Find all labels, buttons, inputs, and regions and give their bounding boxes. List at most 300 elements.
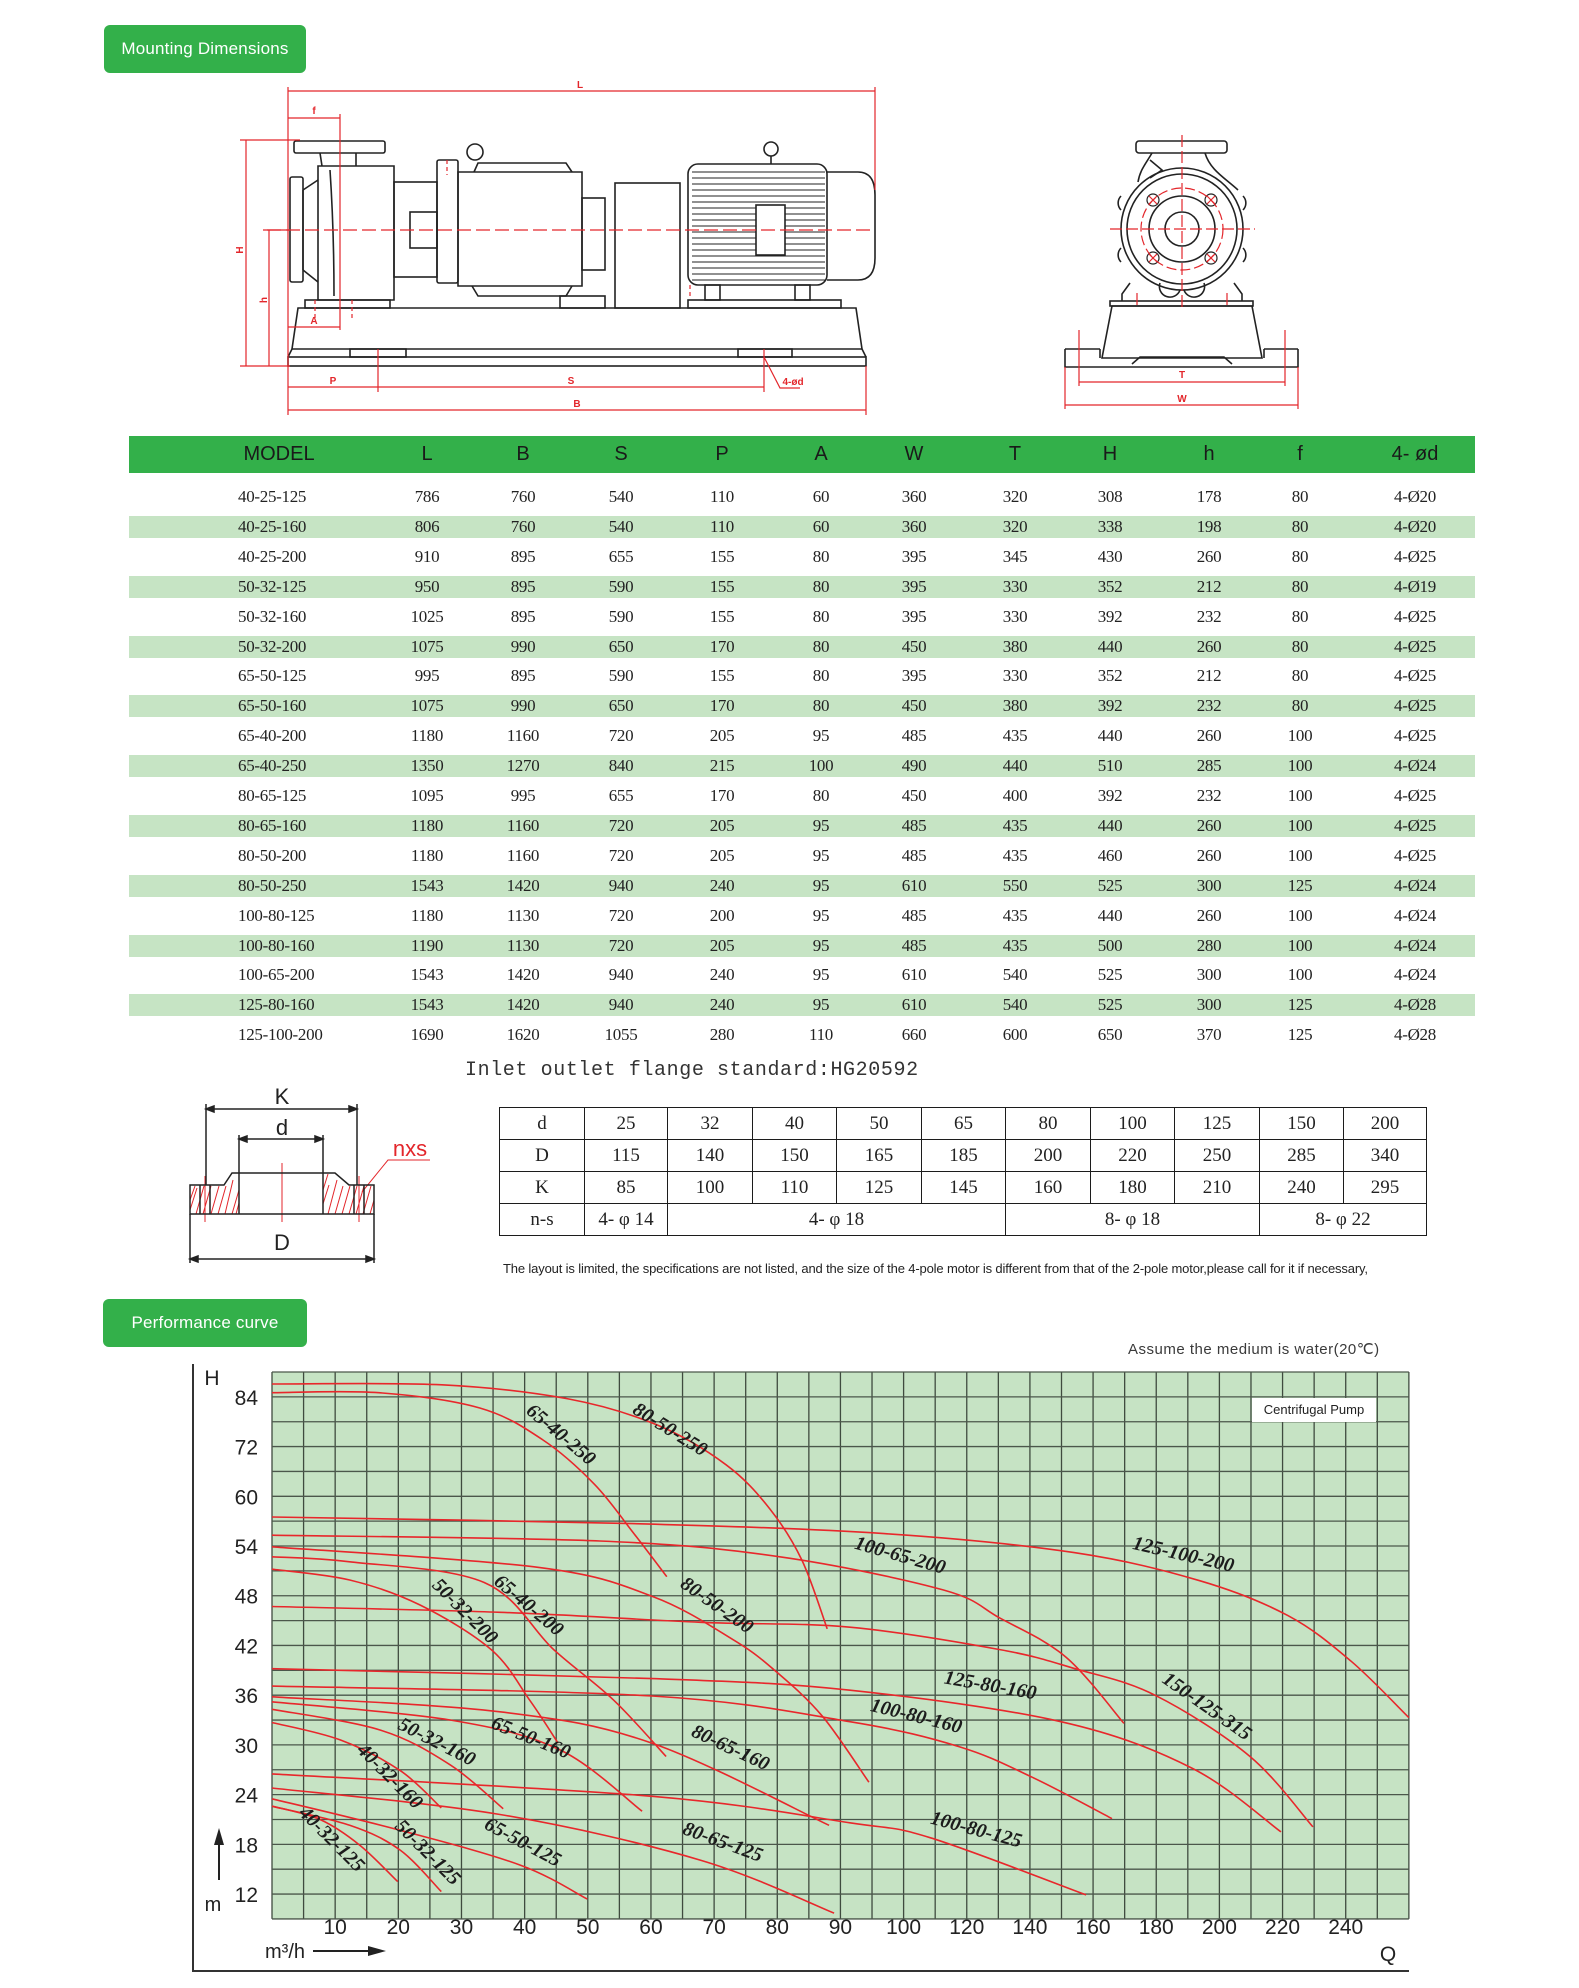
value-cell: 1543 xyxy=(410,995,444,1015)
value-cell: 4-Ø25 xyxy=(1394,546,1436,566)
curve-label: 40-32-125 xyxy=(294,1801,369,1877)
dimensions-table xyxy=(129,436,1475,1056)
value-cell: 1620 xyxy=(506,1025,540,1045)
y-axis-arrowhead xyxy=(214,1828,224,1845)
y-axis-label: H xyxy=(204,1367,220,1390)
flange-cell: 32 xyxy=(668,1108,753,1140)
flange-cell: 25 xyxy=(585,1108,668,1140)
model-cell: 65-40-250 xyxy=(238,756,307,776)
x-axis-arrowhead xyxy=(368,1946,386,1956)
flange-cell: 240 xyxy=(1260,1172,1344,1204)
chart-grid xyxy=(272,1372,1409,1919)
flange-cell: 150 xyxy=(753,1140,837,1172)
value-cell: 510 xyxy=(1097,756,1123,776)
value-cell: 720 xyxy=(608,905,634,925)
value-cell: 440 xyxy=(1097,905,1123,925)
column-header: P xyxy=(715,443,729,465)
value-cell: 395 xyxy=(901,546,927,566)
value-cell: 1190 xyxy=(410,935,444,955)
value-cell: 440 xyxy=(1097,815,1123,835)
value-cell: 1543 xyxy=(410,965,444,985)
flange-row xyxy=(500,1108,1427,1140)
flange-row-label: d xyxy=(500,1108,585,1140)
dimensions-table-header xyxy=(129,436,1475,473)
flange-cell: 100 xyxy=(1091,1108,1175,1140)
column-header: H xyxy=(1102,443,1118,465)
value-cell: 650 xyxy=(608,696,634,716)
model-cell: 100-80-125 xyxy=(238,905,315,925)
table-row xyxy=(129,964,1475,986)
value-cell: 1160 xyxy=(506,845,540,865)
value-cell: 550 xyxy=(1002,875,1028,895)
value-cell: 260 xyxy=(1196,815,1222,835)
column-header: 4- ød xyxy=(1391,443,1439,465)
value-cell: 590 xyxy=(608,666,634,686)
x-tick-label: 80 xyxy=(765,1916,789,1939)
value-cell: 320 xyxy=(1002,487,1028,506)
value-cell: 80 xyxy=(1291,636,1309,656)
value-cell: 895 xyxy=(510,606,536,626)
value-cell: 895 xyxy=(510,666,536,686)
value-cell: 610 xyxy=(901,875,927,895)
value-cell: 110 xyxy=(809,1025,833,1045)
curve-label: 125-80-160 xyxy=(942,1666,1039,1705)
value-cell: 485 xyxy=(901,726,927,746)
value-cell: 155 xyxy=(709,546,735,566)
curve-label: 50-32-200 xyxy=(427,1574,503,1649)
x-tick-label: 200 xyxy=(1201,1916,1237,1939)
value-cell: 430 xyxy=(1097,546,1123,566)
value-cell: 100 xyxy=(1287,786,1313,805)
value-cell: 95 xyxy=(812,845,830,865)
value-cell: 1180 xyxy=(410,815,444,835)
value-cell: 610 xyxy=(901,995,927,1015)
flange-cell: 125 xyxy=(1175,1108,1260,1140)
y-tick-label: 18 xyxy=(234,1834,258,1858)
model-cell: 40-25-125 xyxy=(238,487,307,506)
flange-cell: 165 xyxy=(837,1140,922,1172)
y-tick-label: 48 xyxy=(234,1585,258,1609)
dim-label-L: L xyxy=(576,80,584,91)
flange-cell: 65 xyxy=(922,1108,1006,1140)
model-cell: 40-25-160 xyxy=(238,516,307,536)
column-header: W xyxy=(904,443,924,465)
value-cell: 940 xyxy=(608,965,634,985)
value-cell: 440 xyxy=(1002,756,1028,776)
value-cell: 525 xyxy=(1097,875,1123,895)
column-header: A xyxy=(814,443,828,465)
value-cell: 300 xyxy=(1196,875,1222,895)
value-cell: 4-Ø24 xyxy=(1394,965,1436,985)
flange-cell: 80 xyxy=(1006,1108,1091,1140)
table-row xyxy=(129,1024,1475,1046)
flange-standard-title: Inlet outlet flange standard:HG20592 xyxy=(465,1059,919,1082)
dim-label-h: h xyxy=(259,296,270,304)
value-cell: 330 xyxy=(1002,576,1028,596)
value-cell: 80 xyxy=(1291,546,1309,566)
value-cell: 155 xyxy=(709,606,735,626)
curve-label: 125-100-200 xyxy=(1130,1532,1237,1577)
value-cell: 380 xyxy=(1002,636,1028,656)
x-axis-unit: m³/h xyxy=(265,1941,305,1963)
value-cell: 125 xyxy=(1287,875,1313,895)
value-cell: 345 xyxy=(1002,546,1028,566)
value-cell: 80 xyxy=(812,666,830,686)
value-cell: 100 xyxy=(1287,815,1313,835)
value-cell: 170 xyxy=(709,636,735,656)
flange-cell: 145 xyxy=(922,1172,1006,1204)
value-cell: 280 xyxy=(709,1025,735,1045)
model-cell: 80-65-160 xyxy=(238,815,307,835)
value-cell: 940 xyxy=(608,875,634,895)
value-cell: 440 xyxy=(1097,726,1123,746)
value-cell: 80 xyxy=(1291,666,1309,686)
value-cell: 395 xyxy=(901,606,927,626)
value-cell: 260 xyxy=(1196,905,1222,925)
value-cell: 4-Ø20 xyxy=(1394,487,1436,506)
value-cell: 100 xyxy=(1287,845,1313,865)
value-cell: 950 xyxy=(414,576,440,596)
medium-note: Assume the medium is water(20℃) xyxy=(1128,1341,1380,1358)
value-cell: 95 xyxy=(812,726,830,746)
chart-y-tick-labels xyxy=(235,1387,259,1907)
value-cell: 650 xyxy=(1097,1025,1123,1045)
value-cell: 4-Ø25 xyxy=(1394,786,1436,805)
dim-label-f: f xyxy=(312,106,316,117)
value-cell: 720 xyxy=(608,815,634,835)
column-header: f xyxy=(1297,443,1303,465)
dim-label-S: S xyxy=(567,376,575,387)
flange-cell: 185 xyxy=(922,1140,1006,1172)
value-cell: 4-Ø24 xyxy=(1394,905,1436,925)
value-cell: 60 xyxy=(812,516,830,536)
value-cell: 440 xyxy=(1097,636,1123,656)
value-cell: 205 xyxy=(709,726,735,746)
value-cell: 125 xyxy=(1287,1025,1313,1045)
table-row xyxy=(129,576,1475,598)
flange-label-d: d xyxy=(275,1115,289,1140)
value-cell: 435 xyxy=(1002,935,1028,955)
value-cell: 4-Ø25 xyxy=(1394,636,1436,656)
value-cell: 1160 xyxy=(506,726,540,746)
column-header: MODEL xyxy=(243,443,315,465)
value-cell: 155 xyxy=(709,666,735,686)
flange-ns-cell: 4- φ 18 xyxy=(668,1204,1006,1236)
flange-cell: 200 xyxy=(1006,1140,1091,1172)
x-tick-label: 90 xyxy=(828,1916,853,1939)
dim-label-H: H xyxy=(235,246,246,254)
value-cell: 395 xyxy=(901,666,927,686)
flange-label-nxs: nxs xyxy=(392,1136,428,1161)
curve-label: 100-65-200 xyxy=(852,1532,949,1579)
value-cell: 300 xyxy=(1196,965,1222,985)
value-cell: 352 xyxy=(1097,666,1123,686)
model-cell: 50-32-200 xyxy=(238,636,307,656)
value-cell: 4-Ø25 xyxy=(1394,815,1436,835)
table-row xyxy=(129,755,1475,777)
value-cell: 170 xyxy=(709,696,735,716)
value-cell: 1075 xyxy=(410,636,444,656)
flange-row-label: D xyxy=(500,1140,585,1172)
model-cell: 125-100-200 xyxy=(238,1025,323,1045)
value-cell: 490 xyxy=(901,756,927,776)
value-cell: 200 xyxy=(709,905,735,925)
value-cell: 590 xyxy=(608,606,634,626)
value-cell: 4-Ø19 xyxy=(1394,576,1436,596)
value-cell: 60 xyxy=(812,487,830,506)
value-cell: 95 xyxy=(812,815,830,835)
table-row xyxy=(129,815,1475,837)
flange-cell: 100 xyxy=(668,1172,753,1204)
chart-legend-box: Centrifugal Pump xyxy=(1252,1398,1376,1422)
value-cell: 435 xyxy=(1002,905,1028,925)
value-cell: 525 xyxy=(1097,995,1123,1015)
flange-row xyxy=(500,1140,1427,1172)
table-row xyxy=(129,486,1475,508)
value-cell: 80 xyxy=(1291,606,1309,626)
value-cell: 212 xyxy=(1196,666,1222,686)
value-cell: 400 xyxy=(1002,786,1028,805)
dim-label-holes: 4-ød xyxy=(782,377,804,388)
value-cell: 1130 xyxy=(506,935,540,955)
value-cell: 1095 xyxy=(410,786,444,805)
curve-label: 100-80-160 xyxy=(868,1694,965,1739)
value-cell: 1420 xyxy=(506,995,540,1015)
value-cell: 895 xyxy=(510,576,536,596)
value-cell: 232 xyxy=(1196,696,1222,716)
flange-cell: 200 xyxy=(1344,1108,1427,1140)
value-cell: 895 xyxy=(510,546,536,566)
value-cell: 100 xyxy=(808,756,834,776)
value-cell: 240 xyxy=(709,875,735,895)
pump-side-view-labels xyxy=(235,80,804,410)
table-row xyxy=(129,665,1475,687)
x-tick-label: 20 xyxy=(386,1916,410,1939)
value-cell: 80 xyxy=(1291,576,1309,596)
curve-label: 80-65-125 xyxy=(679,1817,766,1867)
flange-cell: 210 xyxy=(1175,1172,1260,1204)
x-tick-label: 30 xyxy=(449,1916,474,1939)
value-cell: 155 xyxy=(709,576,735,596)
value-cell: 990 xyxy=(510,696,536,716)
model-cell: 65-50-125 xyxy=(238,666,307,686)
value-cell: 1075 xyxy=(410,696,444,716)
value-cell: 392 xyxy=(1097,786,1123,805)
performance-curve-title: Performance curve xyxy=(131,1313,279,1332)
value-cell: 760 xyxy=(510,516,536,536)
value-cell: 260 xyxy=(1196,546,1222,566)
flange-row xyxy=(500,1172,1427,1204)
value-cell: 392 xyxy=(1097,696,1123,716)
y-tick-label: 12 xyxy=(234,1884,258,1908)
value-cell: 320 xyxy=(1002,516,1028,536)
value-cell: 1130 xyxy=(506,905,540,925)
x-tick-label: 120 xyxy=(949,1916,985,1939)
x-tick-label: 50 xyxy=(576,1916,600,1939)
column-header: S xyxy=(614,443,628,465)
value-cell: 95 xyxy=(812,995,830,1015)
curve-label: 65-50-125 xyxy=(480,1812,565,1872)
dim-label-W: W xyxy=(1177,394,1187,405)
y-tick-label: 30 xyxy=(234,1734,258,1758)
flange-cell: 180 xyxy=(1091,1172,1175,1204)
value-cell: 95 xyxy=(812,875,830,895)
value-cell: 450 xyxy=(901,786,927,805)
value-cell: 360 xyxy=(901,516,927,536)
value-cell: 4-Ø20 xyxy=(1394,516,1436,536)
value-cell: 205 xyxy=(709,815,735,835)
curve-label: 50-32-125 xyxy=(390,1815,465,1890)
flange-ns-cell: 8- φ 18 xyxy=(1006,1204,1260,1236)
value-cell: 95 xyxy=(812,905,830,925)
value-cell: 1690 xyxy=(410,1025,444,1045)
value-cell: 212 xyxy=(1196,576,1222,596)
flange-cell: 150 xyxy=(1260,1108,1344,1140)
value-cell: 95 xyxy=(812,935,830,955)
footnote: The layout is limited, the specifications are not listed, and the size of the 4-pole motor is different from that of the 2-pole motor,please call for it if necessary, xyxy=(503,1261,1368,1276)
value-cell: 1543 xyxy=(410,875,444,895)
value-cell: 940 xyxy=(608,995,634,1015)
table-row xyxy=(129,516,1475,538)
x-tick-label: 180 xyxy=(1138,1916,1174,1939)
y-tick-label: 54 xyxy=(234,1536,258,1560)
value-cell: 280 xyxy=(1196,935,1222,955)
value-cell: 240 xyxy=(709,995,735,1015)
value-cell: 4-Ø25 xyxy=(1394,666,1436,686)
value-cell: 540 xyxy=(608,516,634,536)
performance-chart xyxy=(193,1364,1409,1971)
pump-front-view-labels xyxy=(1177,370,1187,405)
y-tick-label: 24 xyxy=(234,1784,258,1808)
curve-label: 80-50-200 xyxy=(676,1572,758,1639)
value-cell: 655 xyxy=(608,786,634,805)
value-cell: 125 xyxy=(1287,995,1313,1015)
value-cell: 80 xyxy=(812,636,830,656)
curve-label: 80-65-160 xyxy=(688,1720,773,1776)
value-cell: 260 xyxy=(1196,636,1222,656)
table-row xyxy=(129,695,1475,717)
value-cell: 485 xyxy=(901,815,927,835)
pump-side-view-drawing xyxy=(288,141,875,366)
value-cell: 80 xyxy=(812,786,830,805)
table-row xyxy=(129,785,1475,807)
value-cell: 540 xyxy=(608,487,634,506)
y-tick-label: 72 xyxy=(234,1436,258,1460)
value-cell: 610 xyxy=(901,965,927,985)
value-cell: 80 xyxy=(1291,696,1309,716)
value-cell: 4-Ø25 xyxy=(1394,696,1436,716)
value-cell: 110 xyxy=(710,516,734,536)
value-cell: 360 xyxy=(901,487,927,506)
value-cell: 1025 xyxy=(410,606,444,626)
flange-drawing xyxy=(190,1104,430,1263)
value-cell: 215 xyxy=(709,756,735,776)
dim-label-P: P xyxy=(329,376,337,387)
flange-ns-cell: 8- φ 22 xyxy=(1260,1204,1427,1236)
value-cell: 485 xyxy=(901,935,927,955)
x-tick-label: 160 xyxy=(1075,1916,1111,1939)
value-cell: 435 xyxy=(1002,726,1028,746)
value-cell: 80 xyxy=(812,696,830,716)
x-tick-label: 40 xyxy=(512,1916,537,1939)
value-cell: 100 xyxy=(1287,935,1313,955)
value-cell: 4-Ø25 xyxy=(1394,726,1436,746)
column-header: T xyxy=(1008,443,1022,465)
value-cell: 590 xyxy=(608,576,634,596)
y-tick-label: 42 xyxy=(234,1635,258,1659)
value-cell: 4-Ø28 xyxy=(1394,995,1436,1015)
value-cell: 80 xyxy=(1291,516,1309,536)
value-cell: 1270 xyxy=(506,756,540,776)
x-tick-label: 70 xyxy=(702,1916,726,1939)
value-cell: 460 xyxy=(1097,845,1123,865)
value-cell: 370 xyxy=(1196,1025,1222,1045)
value-cell: 1160 xyxy=(506,815,540,835)
dim-label-A: A xyxy=(310,316,318,327)
value-cell: 300 xyxy=(1196,995,1222,1015)
value-cell: 260 xyxy=(1196,845,1222,865)
curve-label: 80-50-250 xyxy=(628,1398,712,1462)
value-cell: 80 xyxy=(812,546,830,566)
value-cell: 330 xyxy=(1002,606,1028,626)
value-cell: 100 xyxy=(1287,756,1313,776)
value-cell: 232 xyxy=(1196,786,1222,805)
value-cell: 330 xyxy=(1002,666,1028,686)
model-cell: 50-32-160 xyxy=(238,606,307,626)
value-cell: 205 xyxy=(709,935,735,955)
model-cell: 100-80-160 xyxy=(238,935,315,955)
value-cell: 352 xyxy=(1097,576,1123,596)
flange-cell: 125 xyxy=(837,1172,922,1204)
value-cell: 110 xyxy=(710,487,734,506)
value-cell: 308 xyxy=(1097,487,1123,506)
value-cell: 1180 xyxy=(410,905,444,925)
value-cell: 338 xyxy=(1097,516,1123,536)
curve-label: 65-40-200 xyxy=(489,1570,568,1641)
flange-row-label: n-s xyxy=(500,1204,585,1236)
value-cell: 100 xyxy=(1287,905,1313,925)
x-tick-label: 100 xyxy=(886,1916,922,1939)
value-cell: 840 xyxy=(608,756,634,776)
model-cell: 40-25-200 xyxy=(238,546,307,566)
flange-row-ns xyxy=(500,1204,1427,1236)
x-tick-label: 240 xyxy=(1328,1916,1364,1939)
table-row xyxy=(129,546,1475,568)
pump-front-view-dimensions xyxy=(1065,135,1298,409)
flange-ns-cell: 4- φ 14 xyxy=(585,1204,668,1236)
model-cell: 80-50-200 xyxy=(238,845,307,865)
value-cell: 660 xyxy=(901,1025,927,1045)
flange-cell: 50 xyxy=(837,1108,922,1140)
value-cell: 500 xyxy=(1097,935,1123,955)
value-cell: 435 xyxy=(1002,845,1028,865)
value-cell: 80 xyxy=(812,606,830,626)
y-tick-label: 60 xyxy=(234,1486,258,1510)
flange-cell: 85 xyxy=(585,1172,668,1204)
value-cell: 760 xyxy=(510,487,536,506)
value-cell: 720 xyxy=(608,726,634,746)
model-cell: 65-50-160 xyxy=(238,696,307,716)
value-cell: 1180 xyxy=(410,845,444,865)
x-tick-label: 60 xyxy=(639,1916,663,1939)
table-row xyxy=(129,875,1475,897)
flange-label-D: D xyxy=(274,1230,290,1255)
value-cell: 205 xyxy=(709,845,735,865)
model-cell: 80-50-250 xyxy=(238,875,307,895)
curve-label: 100-80-125 xyxy=(928,1807,1025,1853)
table-row xyxy=(129,994,1475,1016)
value-cell: 995 xyxy=(414,666,440,686)
